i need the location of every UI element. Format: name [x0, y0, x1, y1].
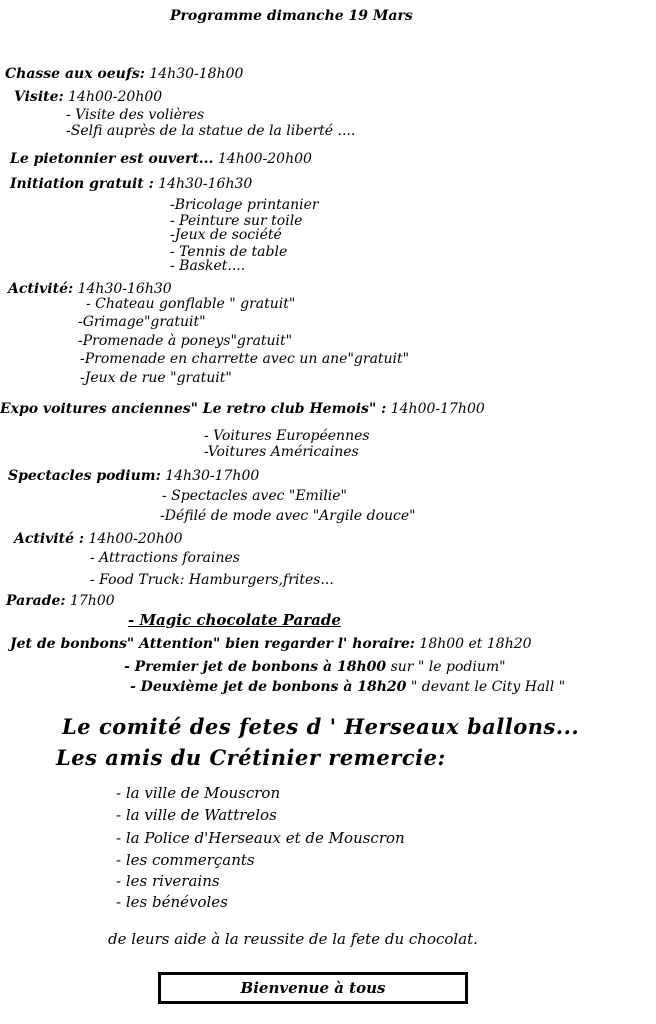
program-time: 17h00 [65, 593, 115, 609]
program-item: -Promenade en charrette avec un ane"gratuit" [80, 351, 410, 367]
program-item [124, 659, 506, 675]
program-item: - Food Truck: Hamburgers,frites... [90, 572, 334, 588]
thanks-heading: Les amis du Crétinier remercie: [56, 745, 446, 770]
program-item: -Jeux de rue "gratuit" [80, 370, 232, 386]
program-item: -Jeux de société [170, 227, 282, 243]
program-line [10, 636, 532, 652]
program-item: -Voitures Américaines [204, 444, 359, 460]
program-line [5, 66, 243, 82]
program-time: " devant le City Hall " [406, 679, 566, 695]
program-item: - Tennis de table [170, 244, 288, 260]
program-line [14, 531, 183, 547]
program-item: -Bricolage printanier [170, 197, 319, 213]
program-time: 14h00-20h00 [213, 151, 312, 167]
program-line [14, 89, 162, 105]
program-item: - Peinture sur toile [170, 213, 303, 229]
program-item: -Défilé de mode avec "Argile douce" [160, 508, 416, 524]
program-label: Activité : [14, 531, 85, 547]
page-title: Programme dimanche 19 Mars [170, 8, 413, 24]
program-item: - Basket.... [170, 258, 246, 274]
program-item: - Spectacles avec "Emilie" [162, 488, 347, 504]
program-line [10, 151, 312, 167]
program-label: Jet de bonbons" Attention" bien regarder l' horaire: [10, 636, 415, 652]
program-item: - Visite des volières [66, 107, 205, 123]
program-time: 14h30-17h00 [160, 468, 260, 484]
program-time: 14h00-20h00 [84, 531, 183, 547]
program-label: Chasse aux oeufs: [5, 66, 145, 82]
program-label: Parade: [6, 593, 66, 609]
program-time: 18h00 et 18h20 [414, 636, 532, 652]
program-item: -Grimage"gratuit" [78, 314, 206, 330]
program-time: 14h30-16h30 [153, 176, 253, 192]
welcome-text: Bienvenue à tous [240, 979, 386, 997]
program-item: -Promenade à poneys"gratuit" [78, 333, 293, 349]
committee-heading: Le comité des fetes d ' Herseaux ballons... [62, 714, 580, 739]
program-line [0, 401, 485, 417]
parade-name [128, 611, 341, 629]
program-label: - Magic chocolate Parade [128, 611, 341, 629]
program-item: - Attractions foraines [90, 550, 240, 566]
thanks-item: - les riverains [116, 872, 220, 890]
thanks-item: - les bénévoles [116, 893, 228, 911]
program-label: Initiation gratuit : [10, 176, 154, 192]
thanks-item: - la ville de Mouscron [116, 784, 281, 802]
program-time: sur " le podium" [386, 659, 506, 675]
program-item: -Selfi auprès de la statue de la liberté .... [66, 123, 356, 139]
program-label: Activité: [8, 281, 74, 297]
program-time: 14h30-16h30 [73, 281, 172, 297]
program-label: Visite: [14, 89, 64, 105]
program-label: Le pietonnier est ouvert... [10, 151, 214, 167]
program-line [6, 593, 115, 609]
program-item: - Chateau gonflable " gratuit" [86, 296, 296, 312]
program-label: Expo voitures anciennes" Le retro club Hemois" : [0, 401, 387, 417]
program-label: - Deuxième jet de bonbons à 18h20 [130, 679, 407, 695]
closing-line: de leurs aide à la reussite de la fete du chocolat. [108, 930, 478, 948]
program-line [8, 281, 172, 297]
program-time: 14h30-18h00 [144, 66, 244, 82]
program-line [10, 176, 252, 192]
thanks-item: - les commerçants [116, 851, 255, 869]
program-item [130, 679, 565, 695]
program-line [8, 468, 259, 484]
program-time: 14h00-17h00 [386, 401, 485, 417]
thanks-item: - la ville de Wattrelos [116, 806, 277, 824]
thanks-item: - la Police d'Herseaux et de Mouscron [116, 829, 405, 847]
program-label: Spectacles podium: [8, 468, 161, 484]
welcome-box [158, 972, 468, 1004]
program-item: - Voitures Européennes [204, 428, 370, 444]
program-time: 14h00-20h00 [63, 89, 163, 105]
program-label: - Premier jet de bonbons à 18h00 [124, 659, 387, 675]
